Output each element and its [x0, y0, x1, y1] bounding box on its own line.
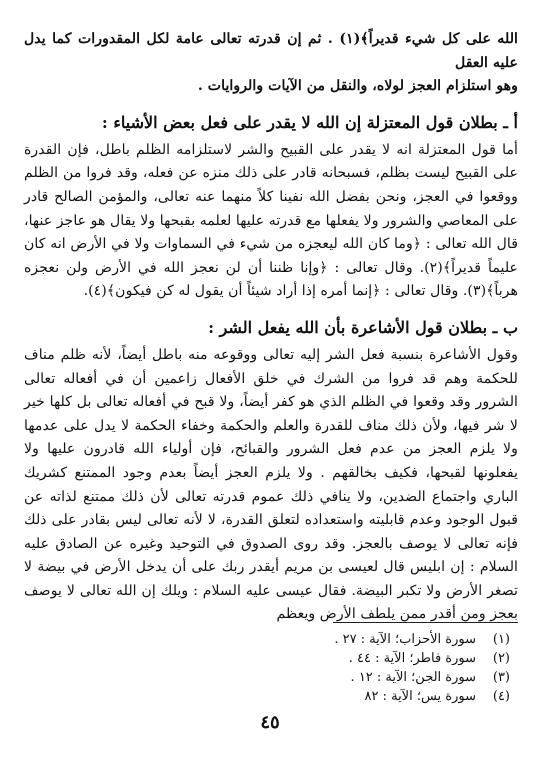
footnote-text: سورة الجن؛ الآية : ١٢ .	[350, 670, 476, 685]
section-a	[24, 111, 518, 304]
section-b-paragraph: وقول الأشاعرة بنسبة فعل الشر إليه تعالى ووقوعه منه باطل أيضاً، لأنه ظلم مناف للحكمة وهم قد فروا من الشرك في خلق الأفعال زاعمين أن في أفعاله تعالى الشرور وقد وقعوا في الظلم الذي هو كفر أيضاً، ولا قبح في أفعاله تعالى بل كلها خير لا شر فيها، ولأن ذلك مناف للقدرة والعلم والحكمة وخفاء الحكمة لا يدل على عدمها ولا يلزم العجز من عدم فعل الشرور والقبائح، فإن أولياء الله قادرون عليها ولا يفعلونها لقبحها، فكيف بخالقهم . ولا يلزم العجز أيضاً بعدم وجود الممتنع كشريك الباري واجتماع الضدين، ولا ينافي ذلك عموم قدرته تعالى لأن ذلك ممتنع لذاته عن قبول الوجود وعدم قابليته واستعداده لتعلق القدرة، لا لأنه تعالى ليس بقادر على ذلك فإنه تعالى لا يوصف بالعجز. وقد روى الصدوق في التوحيد وغيره عن الصادق عليه السلام : إن ابليس قال لعيسى بن مريم أيقدر ربك على أن يدخل الأرض في بيضة لا تصغر الأرض ولا تكبر البيضة. فقال عيسى عليه السلام : ويلك إن الله تعالى لا يوصف بعجز ومن أقدر ممن يلطف الأرض ويعظم	[24, 346, 518, 623]
footnote-number: (٤)	[492, 689, 510, 704]
footnote-item	[334, 687, 510, 706]
intro-line: الله على كل شيء قديراً﴾(١) . ثم إن قدرته تعالى عامة لكل المقدورات كما يدل عليه العقل	[24, 31, 518, 71]
footnote-number: (١)	[492, 632, 510, 647]
section-b	[24, 316, 518, 627]
intro-line: وهو استلزام العجز لولاه، والنقل من الآيات والروايات .	[197, 78, 518, 95]
section-a-paragraph: أما قول المعتزلة انه لا يقدر على القبيح والشر لاستلزامه الظلم باطل، فإن القدرة على القبيح ليست بظلم، فسبحانه قادر على ذلك منزه عن فعله، وقد فروا من الظلم ووقعوا في العجز، ونحن بفضل الله نفينا كلاً منهما عنه تعالى، والمؤمن الصالح قادر على المعاصي والشرور ولا يفعلها مع قدرته عليها لعلمه بقبحها ولا يقال هو عاجز عنها، قال الله تعالى : ﴿وما كان الله ليعجزه من شيء في السماوات ولا في الأرض انه كان عليماً قديراً﴾(٢). وقال تعالى : ﴿وإنا ظننا أن لن نعجز الله في الأرض ولن نعجزه هرباً﴾(٣). وقال تعالى : ﴿إنما أمره إذا أراد شيئاً أن يقول له كن فيكون﴾(٤).	[24, 141, 518, 300]
section-a-heading: أ ـ بطلان قول المعتزلة إن الله لا يقدر على فعل بعض الأشياء :	[101, 112, 518, 132]
footnote-item	[334, 649, 510, 668]
footnote-item	[334, 630, 510, 649]
footnote-text: سورة فاطر؛ الآية : ٤٤ .	[348, 651, 476, 666]
page-number: ٤٥	[260, 712, 280, 733]
footnote-item	[334, 668, 510, 687]
footnote-text: سورة الأحزاب؛ الآية : ٢٧ .	[334, 632, 476, 647]
footnote-number: (٣)	[492, 670, 510, 685]
footnote-number: (٢)	[492, 651, 510, 666]
intro-block	[24, 28, 518, 99]
footnote-text: سورة يس؛ الآية : ٨٢	[364, 689, 476, 704]
section-b-heading: ب ـ بطلان قول الأشاعرة بأن الله يفعل الشر :	[208, 317, 518, 337]
footnotes	[334, 630, 510, 706]
footnote-divider	[333, 622, 518, 623]
